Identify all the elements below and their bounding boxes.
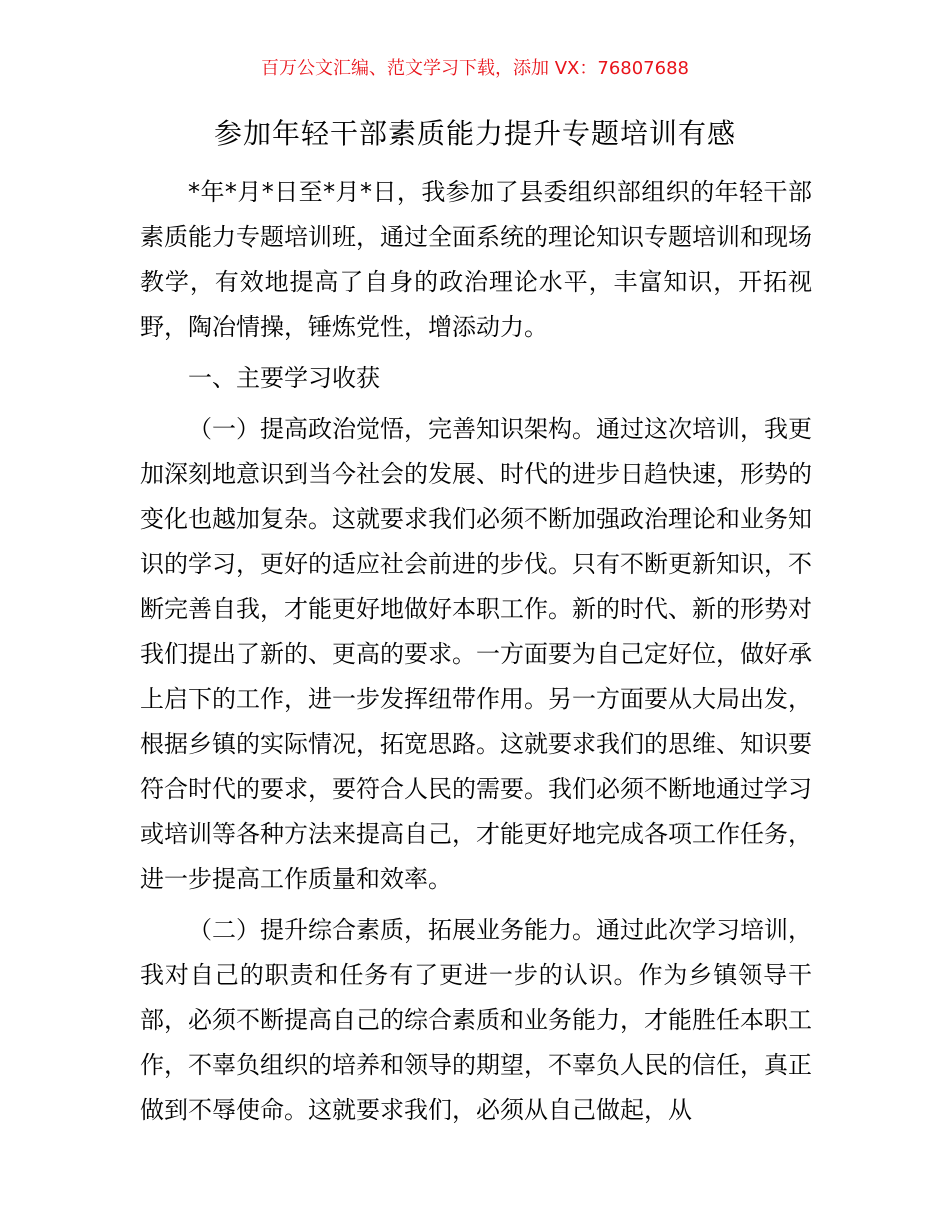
section-heading: 一、主要学习收获 — [188, 364, 380, 392]
watermark-text: 百万公文汇编、范文学习下载，添加 VX：76807688 — [261, 58, 689, 79]
intro-paragraph: *年*月*日至*月*日，我参加了县委组织部组织的年轻干部素质能力专题培训班，通过全面系统的理论知识专题培训和现场教学，有效地提高了自身的政治理论水平，丰富知识，开拓视野，陶冶情操，锤炼党性，增添动力。 — [140, 178, 812, 341]
document-body — [140, 170, 812, 1133]
body-paragraph-1: （一）提高政治觉悟，完善知识架构。通过这次培训，我更加深刻地意识到当今社会的发展、时代的进步日趋快速，形势的变化也越加复杂。这就要求我们必须不断加强政治理论和业务知识的学习，更好的适应社会前进的步伐。只有不断更新知识，不断完善自我，才能更好地做好本职工作。新的时代、新的形势对我们提出了新的、更高的要求。一方面要为自己定好位，做好承上启下的工作，进一步发挥纽带作用。另一方面要从大局出发，根据乡镇的实际情况，拓宽思路。这就要求我们的思维、知识要符合时代的要求，要符合人民的需要。我们必须不断地通过学习或培训等各种方法来提高自己，才能更好地完成各项工作任务，进一步提高工作质量和效率。 — [140, 415, 812, 893]
body-paragraph-2: （二）提升综合素质，拓展业务能力。通过此次学习培训，我对自己的职责和任务有了更进一步的认识。作为乡镇领导干部，必须不断提高自己的综合素质和业务能力，才能胜任本职工作，不辜负组织的培养和领导的期望，不辜负人民的信任，真正做到不辱使命。这就要求我们，必须从自己做起，从 — [140, 916, 812, 1124]
document-title: 参加年轻干部素质能力提升专题培训有感 — [213, 117, 736, 150]
